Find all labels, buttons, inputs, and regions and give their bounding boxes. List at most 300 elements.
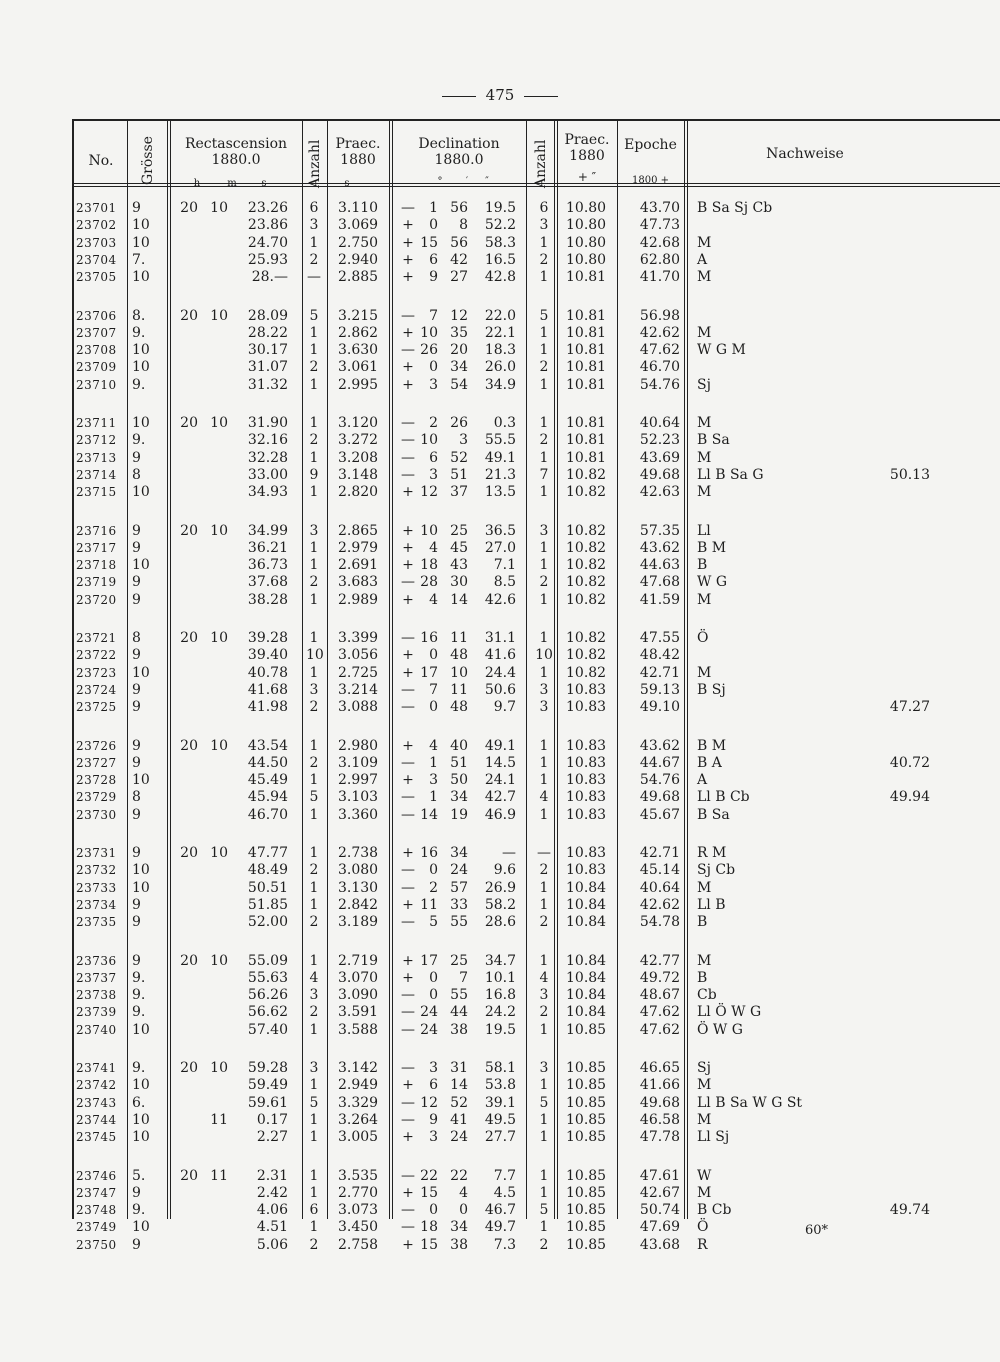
dec-count: 2 [539,251,549,268]
extra-epoch: 50.13 [889,466,930,483]
dec-minutes: 34 [450,789,468,806]
magnitude: 9. [132,324,146,341]
references: M [697,1111,712,1128]
dec-seconds: 13.5 [484,484,516,501]
ra-hours: 20 [180,1167,198,1184]
ra-precession: 2.758 [338,1236,379,1253]
header-anzahl: Anzahl [307,139,323,188]
ra-count: 3 [309,217,319,234]
star-number: 23744 [76,1112,117,1127]
ra-count: 6 [309,200,319,216]
references: M [697,1184,712,1201]
dec-seconds: 14.5 [484,754,516,771]
star-number: 23716 [76,523,117,538]
dec-sign: — [401,987,415,1004]
dec-degrees: 15 [420,1184,438,1201]
dec-count: 3 [539,987,549,1004]
dec-precession: 10.82 [566,630,607,646]
dec-count: 1 [539,557,549,574]
ra-seconds: 38.28 [247,591,288,608]
dec-count: 1 [539,664,549,681]
dec-count: 1 [539,376,549,393]
ra-seconds: 32.16 [247,432,288,449]
dec-seconds: 58.3 [484,234,516,251]
epoch: 41.66 [639,1077,680,1094]
dec-precession: 10.83 [566,737,607,754]
ra-seconds: 0.17 [256,1111,288,1128]
dec-sign: — [401,806,415,823]
dec-seconds: 49.1 [484,449,516,466]
dec-sign: — [401,914,415,931]
dec-degrees: 10 [420,324,438,341]
ra-count: 2 [309,1236,319,1253]
dec-sign: — [401,1094,415,1111]
magnitude: 9 [132,522,141,539]
dec-seconds: 49.5 [484,1111,516,1128]
dec-sign: — [401,630,415,646]
ra-count: 2 [309,359,319,376]
star-number: 23748 [76,1203,117,1218]
header-ra-title: Rectascension [184,136,288,152]
ra-count: 1 [309,952,319,969]
ra-hours: 20 [180,415,198,431]
ra-minutes: 10 [210,737,228,754]
ra-precession: 3.215 [338,307,379,324]
star-number: 23711 [76,416,117,430]
dec-seconds: 21.3 [484,466,516,483]
dec-sign: — [401,681,415,698]
ra-seconds: 2.31 [256,1167,288,1184]
dec-sign: + [402,896,414,913]
ra-seconds: 4.06 [256,1202,288,1219]
epoch: 49.68 [639,466,680,483]
dec-precession: 10.81 [566,342,607,359]
ra-hours: 20 [180,952,198,969]
magnitude: 10 [132,342,150,359]
star-number: 23710 [76,377,117,392]
star-number: 23728 [76,773,117,788]
dec-minutes: 26 [450,415,468,431]
epoch: 43.69 [639,449,680,466]
magnitude: 8 [132,630,141,646]
dec-minutes: 41 [450,1111,468,1128]
ra-seconds: 24.70 [247,234,288,251]
dec-count: 5 [539,307,549,324]
ra-precession: 3.450 [338,1219,379,1236]
ra-count: 2 [309,914,319,931]
references: M [697,449,712,466]
references: A [697,772,708,789]
references: Ll B Sa G [697,466,764,483]
ra-seconds: 39.40 [247,647,288,664]
references: B Sj [697,681,726,698]
dec-seconds: 52.2 [484,217,516,234]
dec-degrees: 12 [420,1094,438,1111]
references: M [697,952,712,969]
dec-minutes: 24 [450,1129,468,1146]
dec-count: 1 [539,1077,549,1094]
dec-sign: — [401,862,415,879]
star-number: 23727 [76,755,117,770]
ra-count: 1 [309,1111,319,1128]
references: Ö [697,630,709,646]
ra-hours: 20 [180,522,198,539]
dec-sign: — [401,1219,415,1236]
references: W [697,1167,712,1184]
dec-degrees: 5 [429,914,438,931]
dec-count: 1 [539,1129,549,1146]
epoch: 42.77 [639,952,680,969]
dec-sign: — [401,1004,415,1021]
dec-count: 1 [539,342,549,359]
dec-degrees: 16 [420,630,438,646]
dec-precession: 10.85 [566,1094,607,1111]
ra-precession: 3.683 [338,574,379,591]
ra-precession: 3.208 [338,449,379,466]
magnitude: 9 [132,200,141,216]
ra-seconds: 59.61 [247,1094,288,1111]
ra-precession: 3.080 [338,862,379,879]
dec-seconds: 27.7 [484,1129,516,1146]
ra-minutes: 11 [210,1111,228,1128]
references: B M [697,539,727,556]
ra-seconds: 34.99 [247,522,288,539]
table-row [0,1020,1000,1041]
table-row [0,375,1000,396]
ra-precession: 3.142 [338,1060,379,1076]
star-number: 23720 [76,592,117,607]
dec-degrees: 6 [429,1077,438,1094]
magnitude: 6. [132,1094,146,1111]
ra-count: 1 [309,539,319,556]
dec-sign: + [402,217,414,234]
epoch: 48.42 [639,647,680,664]
star-number: 23734 [76,897,117,912]
epoch: 46.58 [639,1111,680,1128]
header-dec-unit-deg: ° [437,176,443,187]
epoch: 49.68 [639,1094,680,1111]
dec-seconds: 22.0 [484,307,516,324]
epoch: 45.67 [639,806,680,823]
dec-count: 1 [539,630,549,646]
dec-degrees: 9 [429,1111,438,1128]
dec-precession: 10.81 [566,415,607,431]
ra-precession: 2.995 [338,376,379,393]
references: W G M [697,342,746,359]
dec-minutes: 4 [459,1184,468,1201]
dec-seconds: 28.6 [484,914,516,931]
ra-count: 1 [309,772,319,789]
extra-epoch: 49.94 [889,789,930,806]
star-number: 23740 [76,1022,117,1037]
dec-degrees: 24 [420,1021,438,1038]
ra-count: 2 [309,251,319,268]
epoch: 59.13 [639,681,680,698]
epoch: 56.98 [639,307,680,324]
ra-count: 1 [309,484,319,501]
dec-degrees: 16 [420,845,438,861]
dec-precession: 10.80 [566,200,607,216]
star-number: 23708 [76,343,117,358]
magnitude: 9. [132,1202,146,1219]
header-dec-unit-min: ′ [465,176,469,187]
dec-degrees: 17 [420,664,438,681]
header-no: No. [88,153,114,169]
dec-degrees: 4 [429,737,438,754]
dec-degrees: 12 [420,484,438,501]
ra-seconds: 32.28 [247,449,288,466]
header-praec-epoch: 1880 [340,152,376,168]
ra-precession: 2.989 [338,591,379,608]
extra-epoch: 49.74 [889,1202,930,1219]
dec-seconds: 24.1 [484,772,516,789]
dec-seconds: 24.4 [484,664,516,681]
dec-degrees: 6 [429,449,438,466]
dec-count: 1 [539,1167,549,1184]
dec-minutes: 55 [450,914,468,931]
dec-seconds: 4.5 [493,1184,516,1201]
dec-precession: 10.85 [566,1129,607,1146]
dec-degrees: 4 [429,539,438,556]
dec-precession: 10.84 [566,952,607,969]
dec-sign: + [402,591,414,608]
ra-seconds: 31.07 [247,359,288,376]
dec-sign: — [401,432,415,449]
dec-minutes: 30 [450,574,468,591]
dec-count: 1 [539,879,549,896]
ra-precession: 3.189 [338,914,379,931]
magnitude: 10 [132,359,150,376]
ra-precession: 3.088 [338,699,379,716]
ra-count: 2 [309,432,319,449]
dec-minutes: 52 [450,1094,468,1111]
dec-seconds: 16.5 [484,251,516,268]
magnitude: 9 [132,737,141,754]
magnitude: 10 [132,1219,150,1236]
star-number: 23712 [76,433,117,448]
dec-count: 2 [539,574,549,591]
ra-precession: 3.148 [338,466,379,483]
dec-minutes: 34 [450,359,468,376]
star-number: 23729 [76,790,117,805]
ra-seconds: 30.17 [247,342,288,359]
dec-seconds: 24.2 [484,1004,516,1021]
ra-seconds: 55.09 [247,952,288,969]
dec-degrees: 22 [420,1167,438,1184]
dec-precession: 10.84 [566,1004,607,1021]
header-praec-title: Praec. [335,136,381,152]
ra-count: 1 [309,1219,319,1236]
dec-degrees: 2 [429,879,438,896]
dec-count: 1 [539,539,549,556]
star-number: 23730 [76,807,117,822]
dec-count: 1 [539,1184,549,1201]
ra-precession: 2.980 [338,737,379,754]
magnitude: 9 [132,896,141,913]
dec-degrees: 0 [429,969,438,986]
magnitude: 9 [132,449,141,466]
dec-minutes: 42 [450,251,468,268]
epoch: 40.64 [639,415,680,431]
references: B Cb [697,1202,732,1219]
extra-epoch: 47.27 [889,699,930,716]
dec-sign: + [402,522,414,539]
dec-degrees: 3 [429,1060,438,1076]
dec-sign: + [402,359,414,376]
dec-minutes: 35 [450,324,468,341]
ra-count: 3 [309,681,319,698]
dec-minutes: 43 [450,557,468,574]
star-number: 23739 [76,1005,117,1020]
dec-seconds: 9.6 [493,862,516,879]
dec-sign: + [402,772,414,789]
ra-precession: 2.738 [338,845,379,861]
dec-degrees: 15 [420,1236,438,1253]
magnitude: 9. [132,376,146,393]
dec-sign: + [402,539,414,556]
ra-precession: 3.069 [338,217,379,234]
dec-degrees: 0 [429,862,438,879]
ra-seconds: 40.78 [247,664,288,681]
dec-precession: 10.81 [566,449,607,466]
dec-count: 1 [539,449,549,466]
dec-count: 5 [539,1202,549,1219]
dec-seconds: 26.9 [484,879,516,896]
epoch: 42.62 [639,896,680,913]
header-ra-unit-m: m [227,178,237,189]
epoch: 47.78 [639,1129,680,1146]
dec-degrees: 3 [429,466,438,483]
ra-count: 3 [309,522,319,539]
references: B Sa [697,432,730,449]
magnitude: 9 [132,806,141,823]
header-epoche-title: Epoche [624,137,677,153]
dec-count: 1 [539,234,549,251]
ra-seconds: 59.28 [247,1060,288,1076]
ra-seconds: 39.28 [247,630,288,646]
star-number: 23724 [76,682,117,697]
ra-count: 1 [309,449,319,466]
dec-precession: 10.85 [566,1060,607,1076]
ra-seconds: 31.90 [247,415,288,431]
magnitude: 10 [132,269,150,286]
dec-sign: — [401,1167,415,1184]
ra-seconds: 59.49 [247,1077,288,1094]
ra-precession: 3.070 [338,969,379,986]
dec-seconds: 9.7 [493,699,516,716]
magnitude: 10 [132,664,150,681]
ra-seconds: 36.21 [247,539,288,556]
dec-seconds: 27.0 [484,539,516,556]
references: Sj Cb [697,862,736,879]
dec-sign: — [401,449,415,466]
references: Ö [697,1219,709,1236]
dec-sign: — [401,466,415,483]
table-row [0,482,1000,503]
dec-count: 3 [539,699,549,716]
header-ra-unit-s: s [261,178,267,189]
ra-precession: 3.109 [338,754,379,771]
magnitude: 10 [132,1021,150,1038]
dec-count: — [537,845,551,861]
dec-count: 2 [539,914,549,931]
references: B Sa Sj Cb [697,200,773,216]
ra-precession: 3.360 [338,806,379,823]
dec-minutes: 33 [450,896,468,913]
ra-seconds: 50.51 [247,879,288,896]
dec-degrees: 9 [429,269,438,286]
magnitude: 9 [132,914,141,931]
ra-count: — [307,269,321,286]
dec-count: 1 [539,1021,549,1038]
dec-precession: 10.82 [566,466,607,483]
references: Ö W G [697,1021,743,1038]
dec-minutes: 25 [450,952,468,969]
magnitude: 8. [132,307,146,324]
references: B [697,914,708,931]
dec-minutes: 34 [450,845,468,861]
dec-precession: 10.83 [566,789,607,806]
ra-count: 3 [309,987,319,1004]
epoch: 47.62 [639,1004,680,1021]
ra-seconds: 5.06 [256,1236,288,1253]
dec-minutes: 38 [450,1236,468,1253]
star-number: 23719 [76,575,117,590]
magnitude: 5. [132,1167,146,1184]
dec-precession: 10.85 [566,1236,607,1253]
dec-count: 2 [539,1236,549,1253]
ra-count: 5 [309,307,319,324]
epoch: 47.62 [639,342,680,359]
ra-minutes: 10 [210,200,228,216]
header-praec2-unit: + ″ [577,170,597,184]
dec-sign: — [401,1060,415,1076]
dec-degrees: 15 [420,234,438,251]
dec-sign: — [401,342,415,359]
epoch: 43.62 [639,737,680,754]
epoch: 44.67 [639,754,680,771]
dec-count: 1 [539,952,549,969]
ra-seconds: 45.94 [247,789,288,806]
magnitude: 9 [132,845,141,861]
epoch: 62.80 [639,251,680,268]
dec-seconds: 49.1 [484,737,516,754]
star-number: 23738 [76,988,117,1003]
dec-sign: — [401,415,415,431]
header-anzahl-2: Anzahl [533,139,549,188]
magnitude: 9 [132,952,141,969]
dec-minutes: 25 [450,522,468,539]
ra-seconds: 25.93 [247,251,288,268]
table-row [0,697,1000,718]
ra-count: 1 [309,896,319,913]
dec-precession: 10.81 [566,307,607,324]
dec-sign: + [402,234,414,251]
epoch: 46.70 [639,359,680,376]
references: W G [697,574,728,591]
dec-minutes: 44 [450,1004,468,1021]
dec-degrees: 1 [429,200,438,216]
star-number: 23703 [76,235,117,250]
dec-precession: 10.85 [566,1167,607,1184]
epoch: 57.35 [639,522,680,539]
epoch: 54.76 [639,376,680,393]
page-number [0,86,1000,104]
ra-seconds: 43.54 [247,737,288,754]
table-row [0,1127,1000,1148]
dec-minutes: 20 [450,342,468,359]
dec-precession: 10.83 [566,862,607,879]
